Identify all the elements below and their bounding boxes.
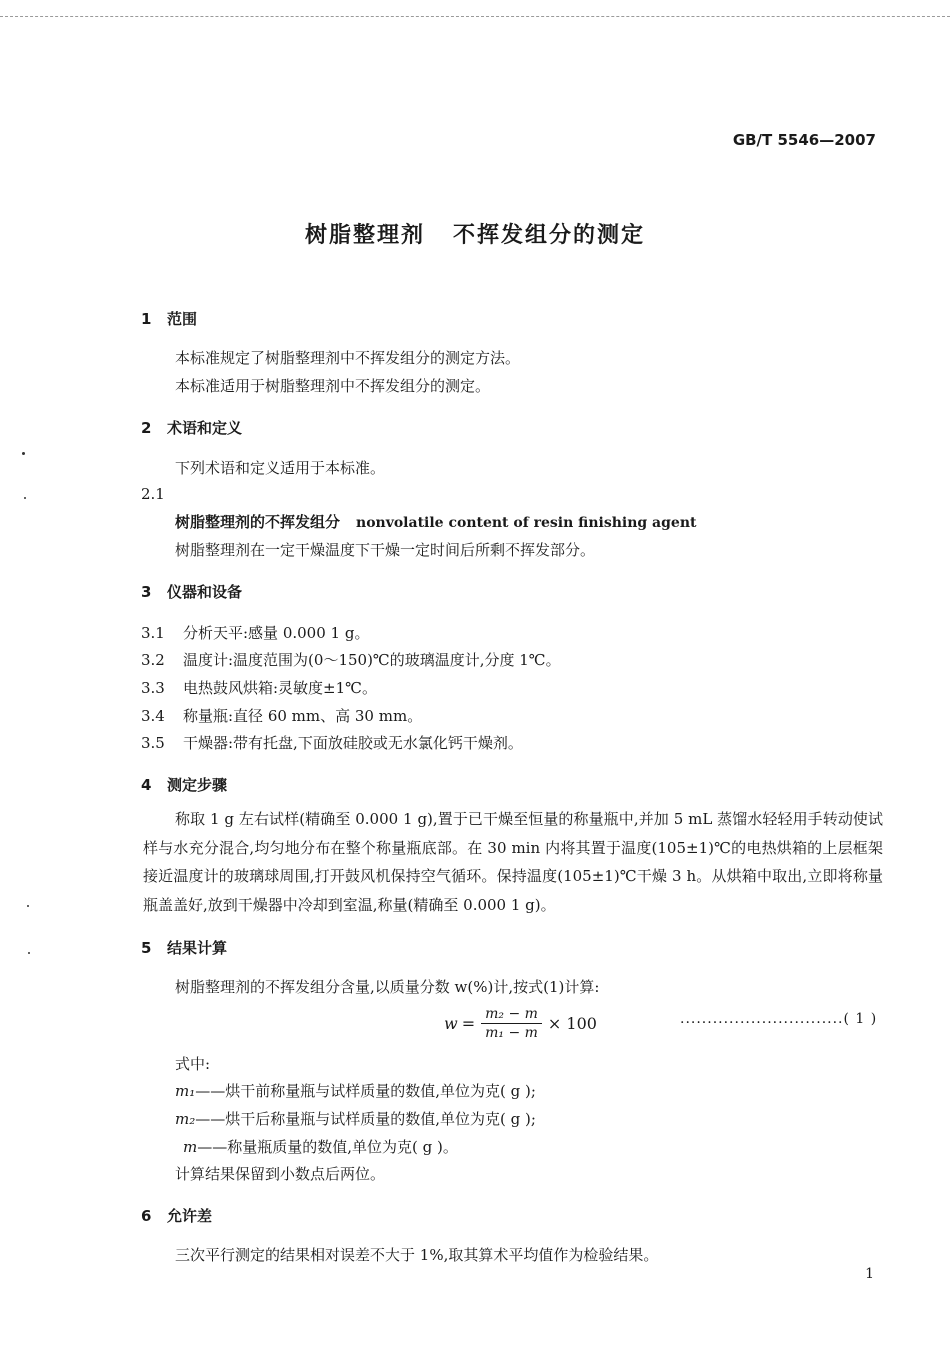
item-number: 3.4 bbox=[141, 707, 165, 725]
item-number: 3.5 bbox=[141, 734, 165, 752]
formula-lhs: w bbox=[444, 1014, 458, 1033]
item-number: 3.1 bbox=[141, 624, 165, 642]
scan-speck bbox=[22, 452, 25, 455]
formula-fraction bbox=[481, 1005, 542, 1042]
item-text: 干燥器:带有托盘,下面放硅胶或无水氯化钙干燥剂。 bbox=[183, 734, 523, 752]
term-english: nonvolatile content of resin finishing agent bbox=[356, 515, 697, 531]
equipment-item bbox=[141, 649, 561, 670]
section-number: 5 bbox=[141, 939, 152, 957]
section-number: 3 bbox=[141, 583, 152, 601]
scope-line-1: 本标准规定了树脂整理剂中不挥发组分的测定方法。 bbox=[175, 349, 521, 367]
section-title: 术语和定义 bbox=[167, 419, 243, 437]
term-entry bbox=[175, 511, 696, 532]
variable-description: ——烘干后称量瓶与试样质量的数值,单位为克( g ); bbox=[195, 1110, 536, 1128]
procedure-paragraph: 称取 1 g 左右试样(精确至 0.000 1 g),置于已干燥至恒量的称量瓶中,并加 5 mL 蒸馏水轻轻用手转动使试样与水充分混合,均匀地分布在整个称量瓶底部。在 30 min 内将其置于温度(105±1)℃的电热烘箱的上层框架接近温度计的玻璃球周围,打开鼓风机保持空气循环。保持温度(105±1)℃干燥 3 h。从烘箱中取出,立即将称量瓶盖盖好,放到干燥器中冷却到室温,称量(精确至 0.000 1 g)。 bbox=[143, 810, 883, 915]
section-2-heading bbox=[141, 417, 242, 438]
scan-speck bbox=[28, 952, 30, 954]
equation-leader-dots: .............................. bbox=[680, 1011, 844, 1027]
document-title bbox=[0, 218, 950, 249]
variable-symbol: m bbox=[183, 1138, 198, 1156]
section-3-heading bbox=[141, 581, 242, 602]
section-title: 范围 bbox=[167, 310, 198, 328]
scan-speck bbox=[27, 905, 29, 907]
section-number: 2 bbox=[141, 419, 152, 437]
variable-description: ——称量瓶质量的数值,单位为克( g )。 bbox=[197, 1138, 458, 1156]
scan-top-border bbox=[0, 16, 950, 17]
equipment-item bbox=[141, 705, 422, 726]
terms-intro: 下列术语和定义适用于本标准。 bbox=[175, 459, 386, 477]
formula-denominator: m₁ − m bbox=[485, 1025, 538, 1041]
page-number: 1 bbox=[865, 1266, 874, 1282]
variable-description: ——烘干前称量瓶与试样质量的数值,单位为克( g ); bbox=[195, 1082, 536, 1100]
equation-label: ( 1 ) bbox=[843, 1011, 878, 1027]
formula-numerator: m₂ − m bbox=[481, 1005, 542, 1024]
tolerance-text: 三次平行测定的结果相对误差不大于 1%,取其算术平均值作为检验结果。 bbox=[175, 1246, 659, 1264]
item-number: 3.2 bbox=[141, 651, 165, 669]
calculation-intro: 树脂整理剂的不挥发组分含量,以质量分数 w(%)计,按式(1)计算: bbox=[175, 978, 600, 996]
item-text: 电热鼓风烘箱:灵敏度±1℃。 bbox=[183, 679, 377, 697]
section-title: 结果计算 bbox=[167, 939, 228, 957]
section-number: 6 bbox=[141, 1207, 152, 1225]
subclause-number: 2.1 bbox=[141, 485, 165, 503]
section-title: 仪器和设备 bbox=[167, 583, 243, 601]
where-label: 式中: bbox=[175, 1055, 211, 1073]
section-number: 4 bbox=[141, 776, 152, 794]
equipment-item bbox=[141, 622, 369, 643]
section-5-heading bbox=[141, 937, 227, 958]
section-number: 1 bbox=[141, 310, 152, 328]
formula-multiplier: × 100 bbox=[547, 1014, 597, 1033]
scope-line-2: 本标准适用于树脂整理剂中不挥发组分的测定。 bbox=[175, 377, 491, 395]
equation-number bbox=[680, 1011, 877, 1027]
variable-definition bbox=[183, 1136, 458, 1157]
variable-symbol: m₁ bbox=[175, 1082, 196, 1100]
equipment-item bbox=[141, 732, 523, 753]
section-6-heading bbox=[141, 1205, 212, 1226]
standard-number: GB/T 5546—2007 bbox=[732, 131, 876, 149]
title-part-2: 不挥发组分的测定 bbox=[453, 223, 646, 248]
formula-equals: = bbox=[461, 1014, 476, 1033]
item-text: 分析天平:感量 0.000 1 g。 bbox=[183, 624, 370, 642]
variable-definition bbox=[175, 1080, 536, 1101]
section-1-heading bbox=[141, 308, 197, 329]
title-part-1: 树脂整理剂 bbox=[304, 223, 425, 248]
variable-definition bbox=[175, 1108, 536, 1129]
item-number: 3.3 bbox=[141, 679, 165, 697]
variable-symbol: m₂ bbox=[175, 1110, 196, 1128]
term-chinese: 树脂整理剂的不挥发组分 bbox=[175, 513, 341, 531]
section-title: 允许差 bbox=[167, 1207, 213, 1225]
term-definition: 树脂整理剂在一定干燥温度下干燥一定时间后所剩不挥发部分。 bbox=[175, 541, 596, 559]
rounding-note: 计算结果保留到小数点后两位。 bbox=[175, 1165, 386, 1183]
equipment-item bbox=[141, 677, 377, 698]
item-text: 称量瓶:直径 60 mm、高 30 mm。 bbox=[183, 707, 423, 725]
section-title: 测定步骤 bbox=[167, 776, 228, 794]
item-text: 温度计:温度范围为(0～150)℃的玻璃温度计,分度 1℃。 bbox=[183, 651, 561, 669]
section-4-heading bbox=[141, 774, 227, 795]
scan-speck bbox=[24, 497, 26, 499]
formula-1 bbox=[444, 1005, 597, 1042]
